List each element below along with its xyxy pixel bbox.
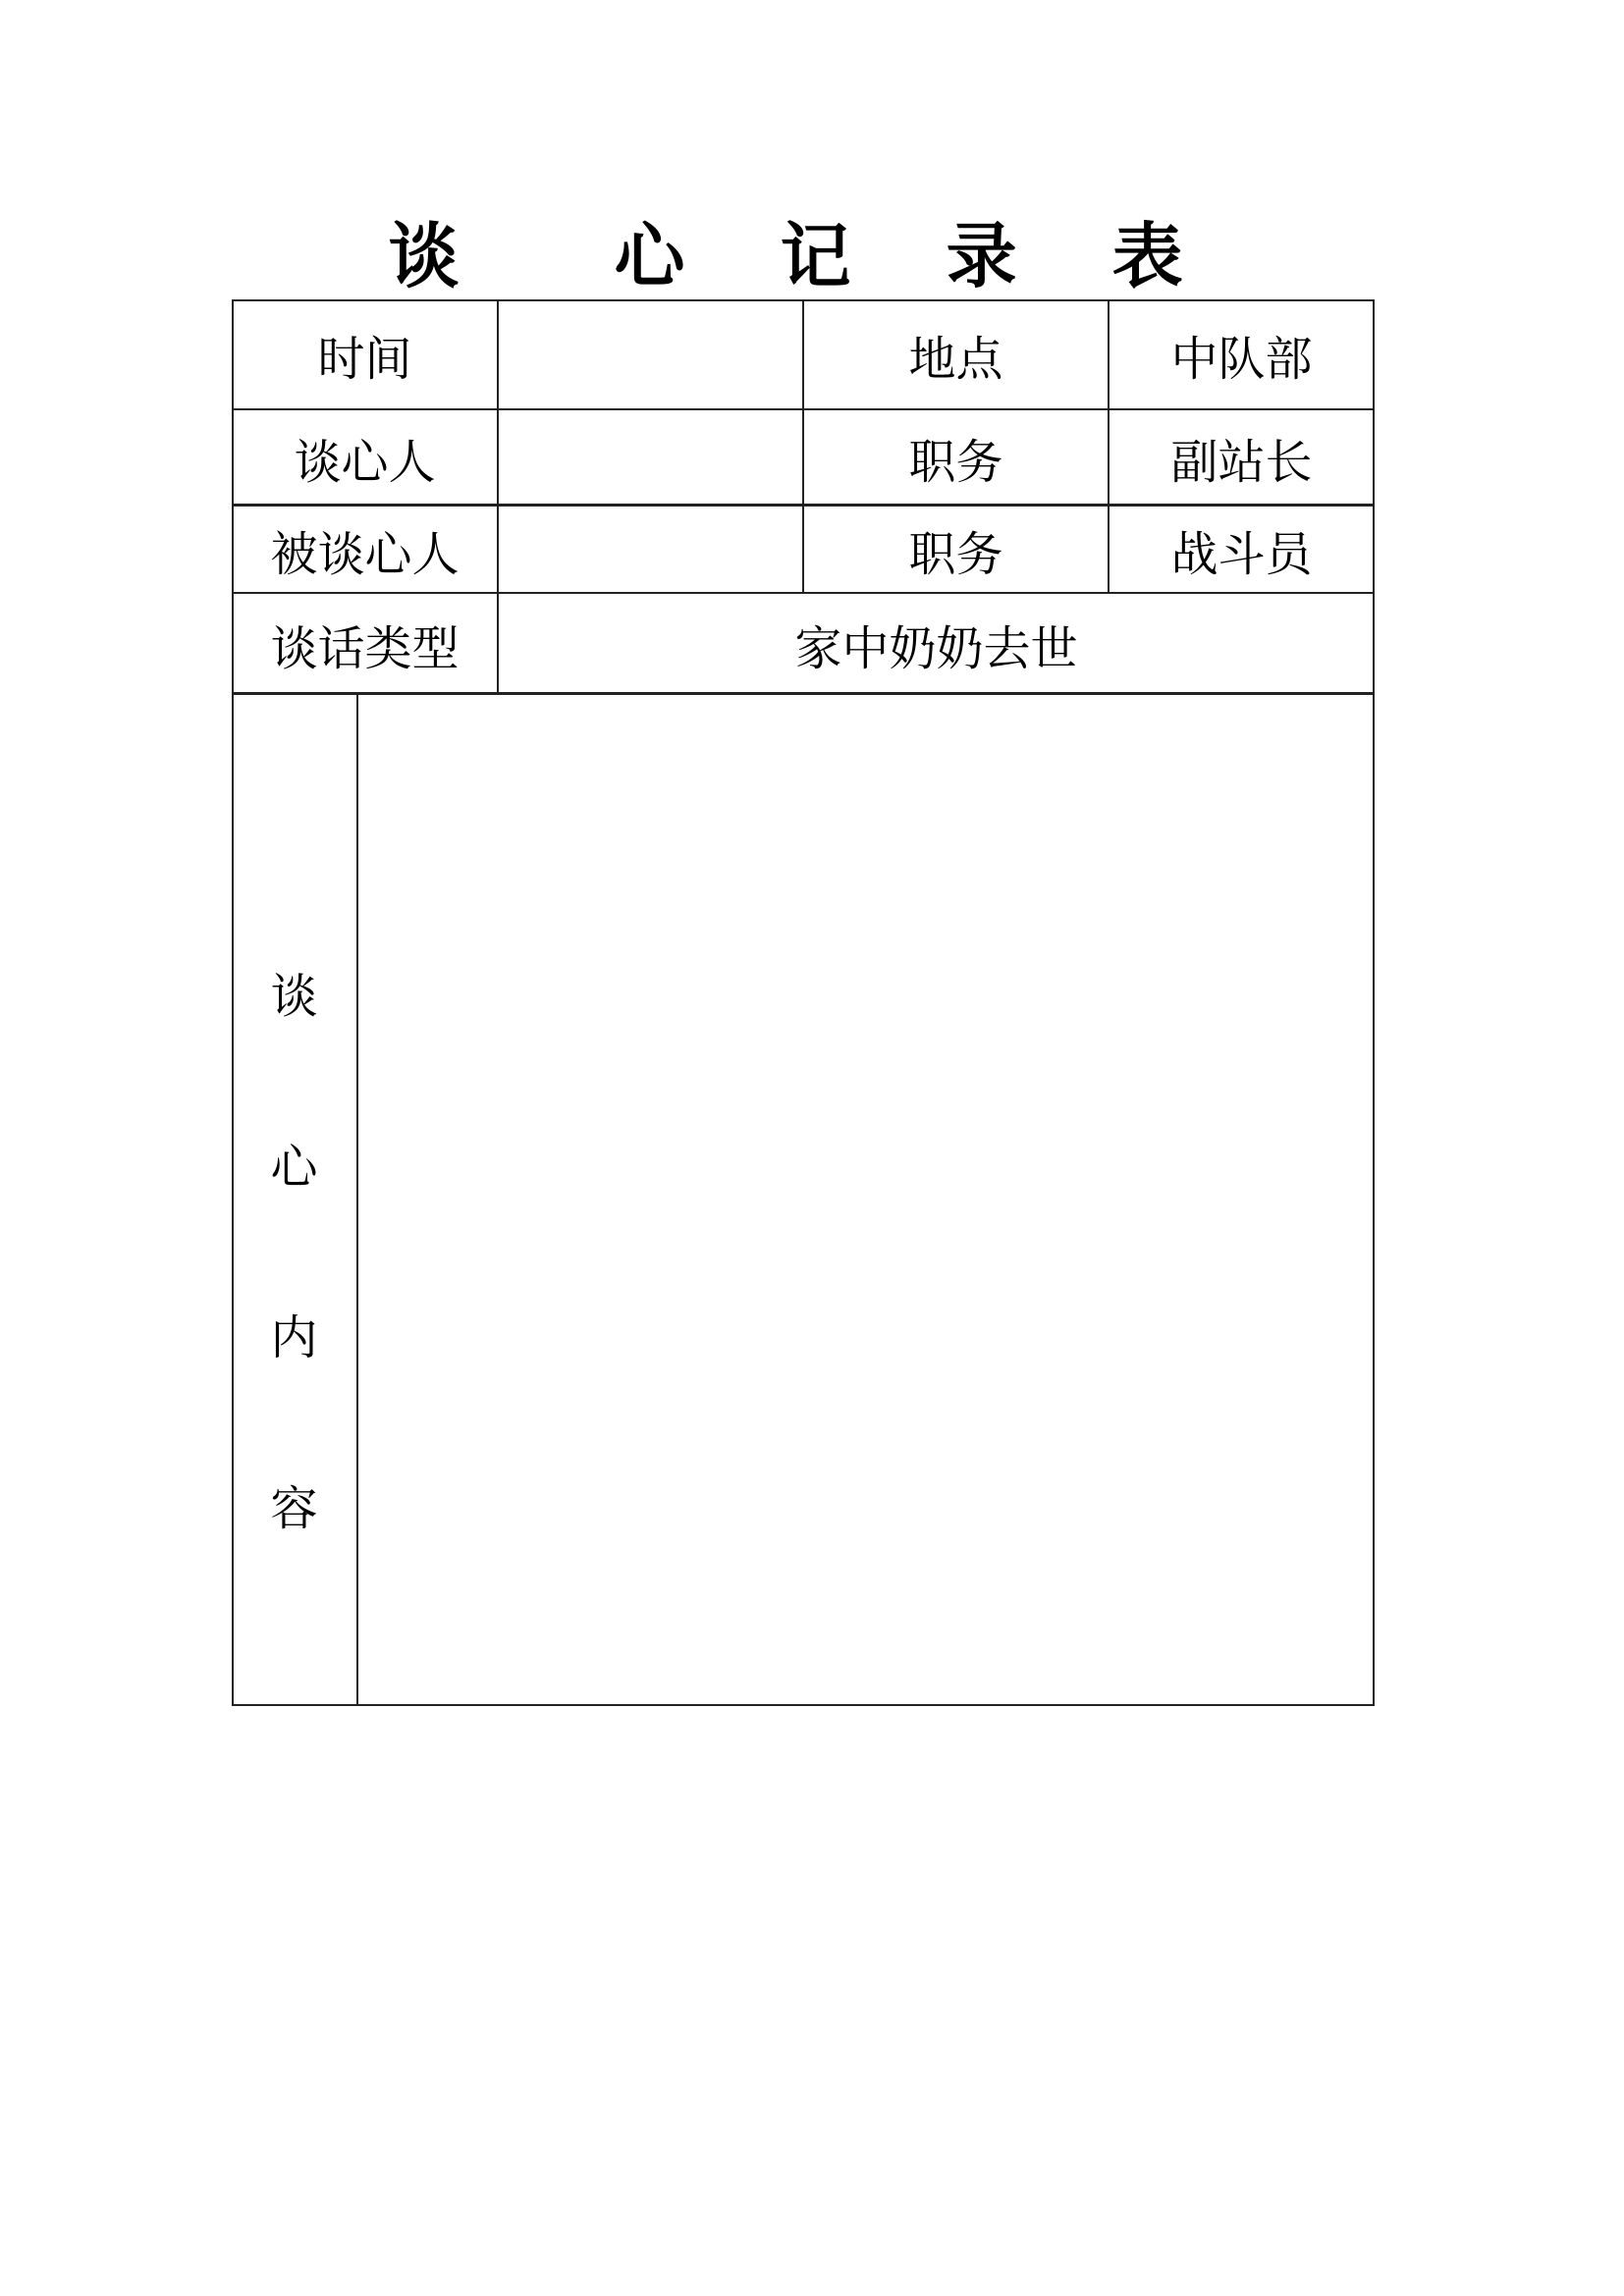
talkee-field[interactable] — [498, 506, 803, 594]
content-field[interactable] — [358, 695, 1373, 1704]
talkee-position-label: 职务 — [908, 526, 1003, 582]
location-label: 地点 — [908, 331, 1003, 387]
talker-label: 谈心人 — [294, 434, 436, 490]
location-value[interactable]: 中队部 — [1170, 331, 1313, 387]
content-label-char: 心 — [270, 1140, 318, 1195]
talkee-label: 被谈心人 — [270, 526, 460, 582]
talker-position-value[interactable]: 副站长 — [1170, 434, 1313, 490]
time-field[interactable] — [498, 299, 803, 409]
content-label — [232, 694, 356, 1706]
talk-record-form — [232, 299, 1375, 1706]
talk-type-value[interactable]: 家中奶奶去世 — [794, 620, 1078, 676]
content-label-char: 内 — [270, 1310, 318, 1365]
form-border-bottom — [232, 1704, 1375, 1706]
time-label: 时间 — [317, 331, 412, 387]
content-label-char: 容 — [270, 1481, 318, 1536]
content-label-char: 谈 — [270, 969, 318, 1024]
page-title: 谈 心 记 录 表 — [388, 214, 1218, 297]
talker-position-label: 职务 — [908, 434, 1003, 490]
talk-type-label: 谈话类型 — [270, 620, 460, 676]
talkee-position-value[interactable]: 战斗员 — [1170, 526, 1313, 582]
talker-field[interactable] — [498, 409, 803, 506]
